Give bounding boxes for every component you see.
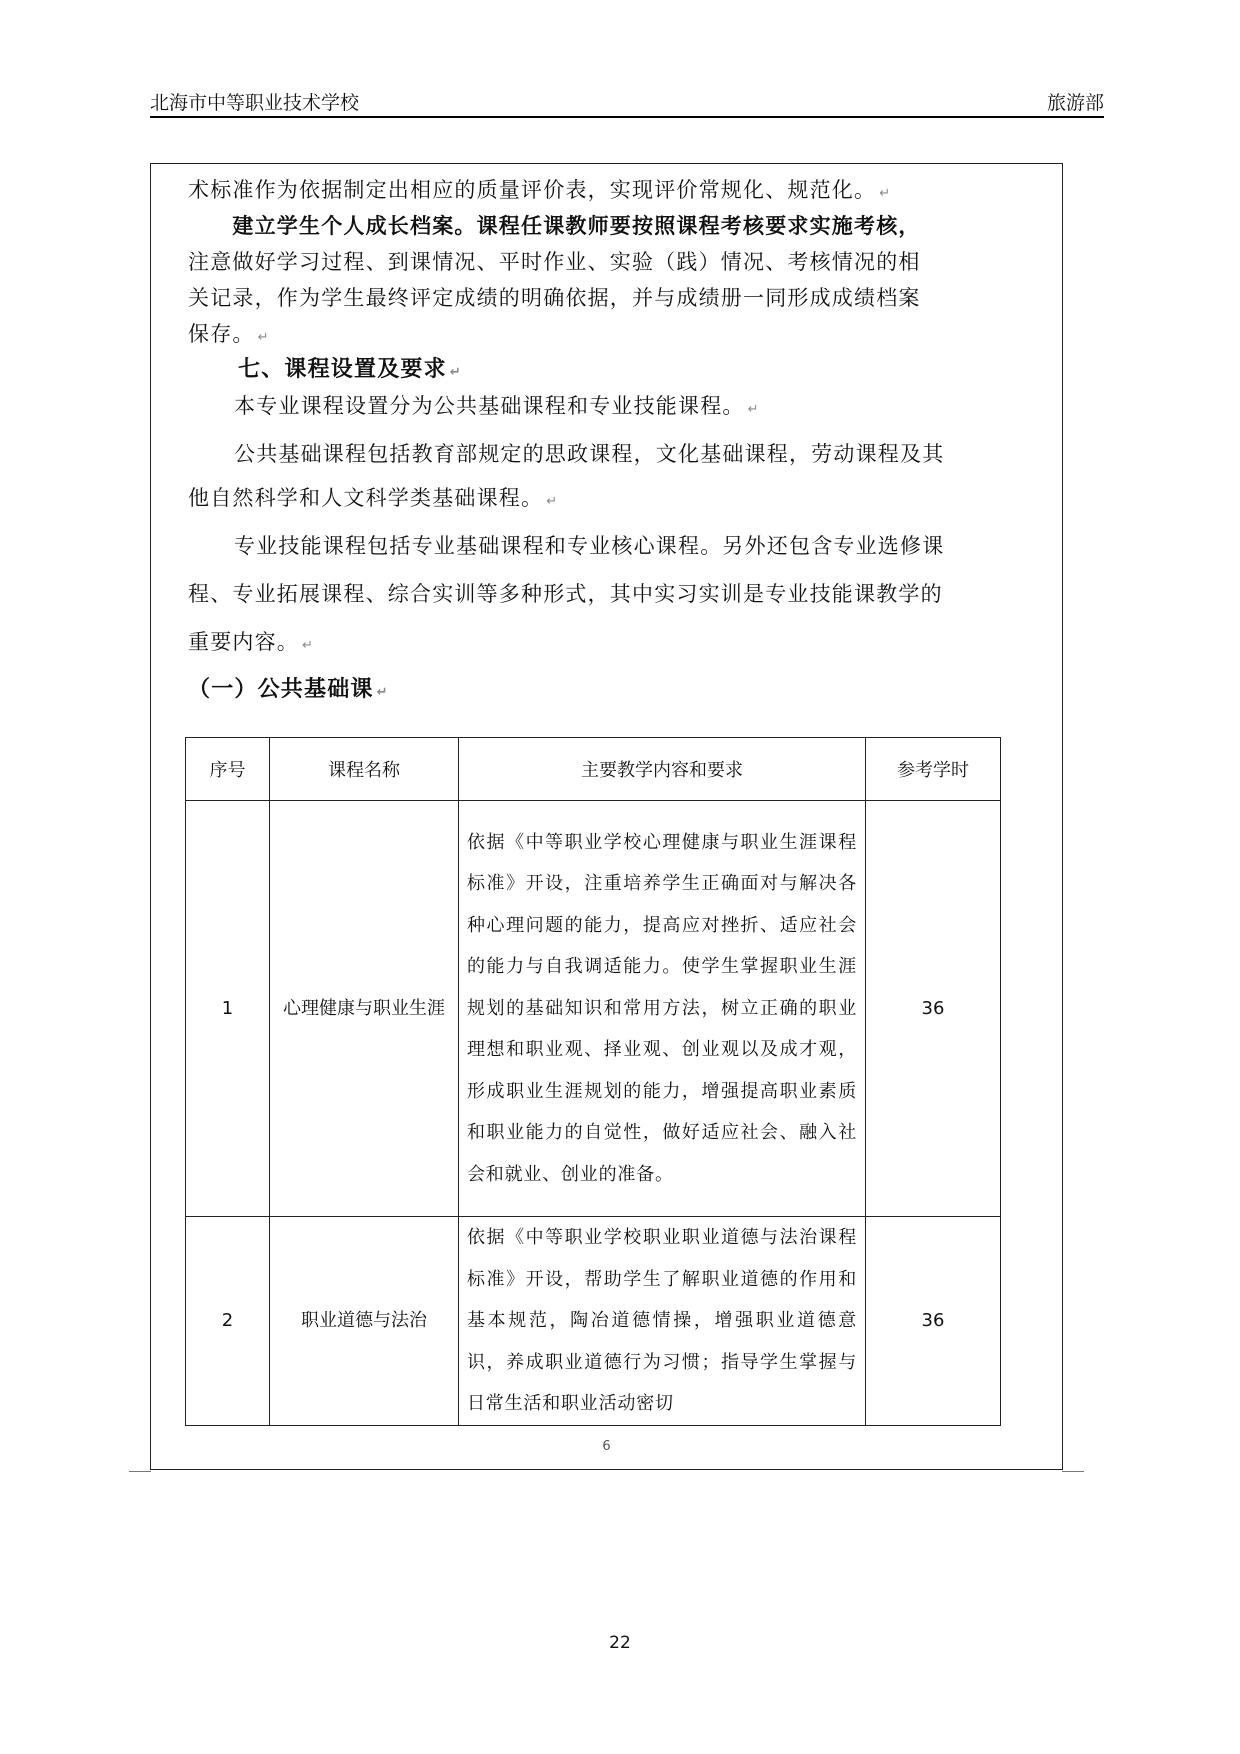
course-hours: 36 <box>866 1217 1001 1426</box>
body-line: 他自然科学和人文科学类基础课程。 ↵ <box>188 486 559 510</box>
body-line: 关记录，作为学生最终评定成绩的明确依据，并与成绩册一同形成成绩档案 <box>188 286 921 310</box>
course-hours: 36 <box>866 801 1001 1217</box>
course-number: 2 <box>186 1217 270 1426</box>
column-header: 课程名称 <box>270 738 459 801</box>
column-header: 主要教学内容和要求 <box>459 738 866 801</box>
body-line: 公共基础课程包括教育部规定的思政课程，文化基础课程，劳动课程及其 <box>234 442 945 466</box>
body-line: 本专业课程设置分为公共基础课程和专业技能课程。 ↵ <box>234 394 760 418</box>
body-line: 注意做好学习过程、到课情况、平时作业、实验（践）情况、考核情况的相 <box>188 250 921 274</box>
body-text <box>188 172 1038 708</box>
body-line: 建立学生个人成长档案。课程任课教师要按照课程考核要求实施考核， <box>188 214 921 238</box>
course-name: 职业道德与法治 <box>270 1217 459 1426</box>
course-content: 依据《中等职业学校心理健康与职业生涯课程标准》开设，注重培养学生正确面对与解决各种心理问题的能力，提高应对挫折、适应社会的能力与自我调适能力。使学生掌握职业生涯规划的基础知识和常用方法，树立正确的职业理想和职业观、择业观、创业观以及成才观，形成职业生涯规划的能力，增强提高职业素质和职业能力的自觉性，做好适应社会、融入社会和就业、创业的准备。 <box>459 801 866 1217</box>
page-number: 22 <box>609 1633 631 1653</box>
subsection-title: （一）公共基础课 ↵ <box>188 677 389 702</box>
column-header: 参考学时 <box>866 738 1001 801</box>
table-header-row <box>186 738 1001 801</box>
table-row <box>186 1217 1001 1426</box>
course-table <box>185 737 1001 1426</box>
department-name: 旅游部 <box>1046 92 1104 114</box>
embedded-page-frame <box>150 163 1063 1470</box>
body-line: 专业技能课程包括专业基础课程和专业核心课程。另外还包含专业选修课 <box>234 534 945 558</box>
body-line: 重要内容。 ↵ <box>188 630 315 654</box>
course-number: 1 <box>186 801 270 1217</box>
body-line: 保存。 ↵ <box>188 322 270 346</box>
column-header: 序号 <box>186 738 270 801</box>
body-line: 程、专业拓展课程、综合实训等多种形式，其中实习实训是专业技能课教学的 <box>188 582 943 606</box>
body-line: 术标准作为依据制定出相应的质量评价表，实现评价常规化、规范化。 ↵ <box>188 178 892 202</box>
page-header <box>150 86 1104 118</box>
section-title: 七、课程设置及要求 ↵ <box>238 357 462 382</box>
school-name: 北海市中等职业技术学校 <box>150 92 360 114</box>
embedded-page-number: 6 <box>602 1439 611 1454</box>
course-content: 依据《中等职业学校职业职业道德与法治课程标准》开设，帮助学生了解职业道德的作用和基本规范，陶冶道德情操，增强职业道德意识，养成职业道德行为习惯；指导学生掌握与日常生活和职业活动密切 <box>459 1217 866 1426</box>
course-name: 心理健康与职业生涯 <box>270 801 459 1217</box>
table-row <box>186 801 1001 1217</box>
